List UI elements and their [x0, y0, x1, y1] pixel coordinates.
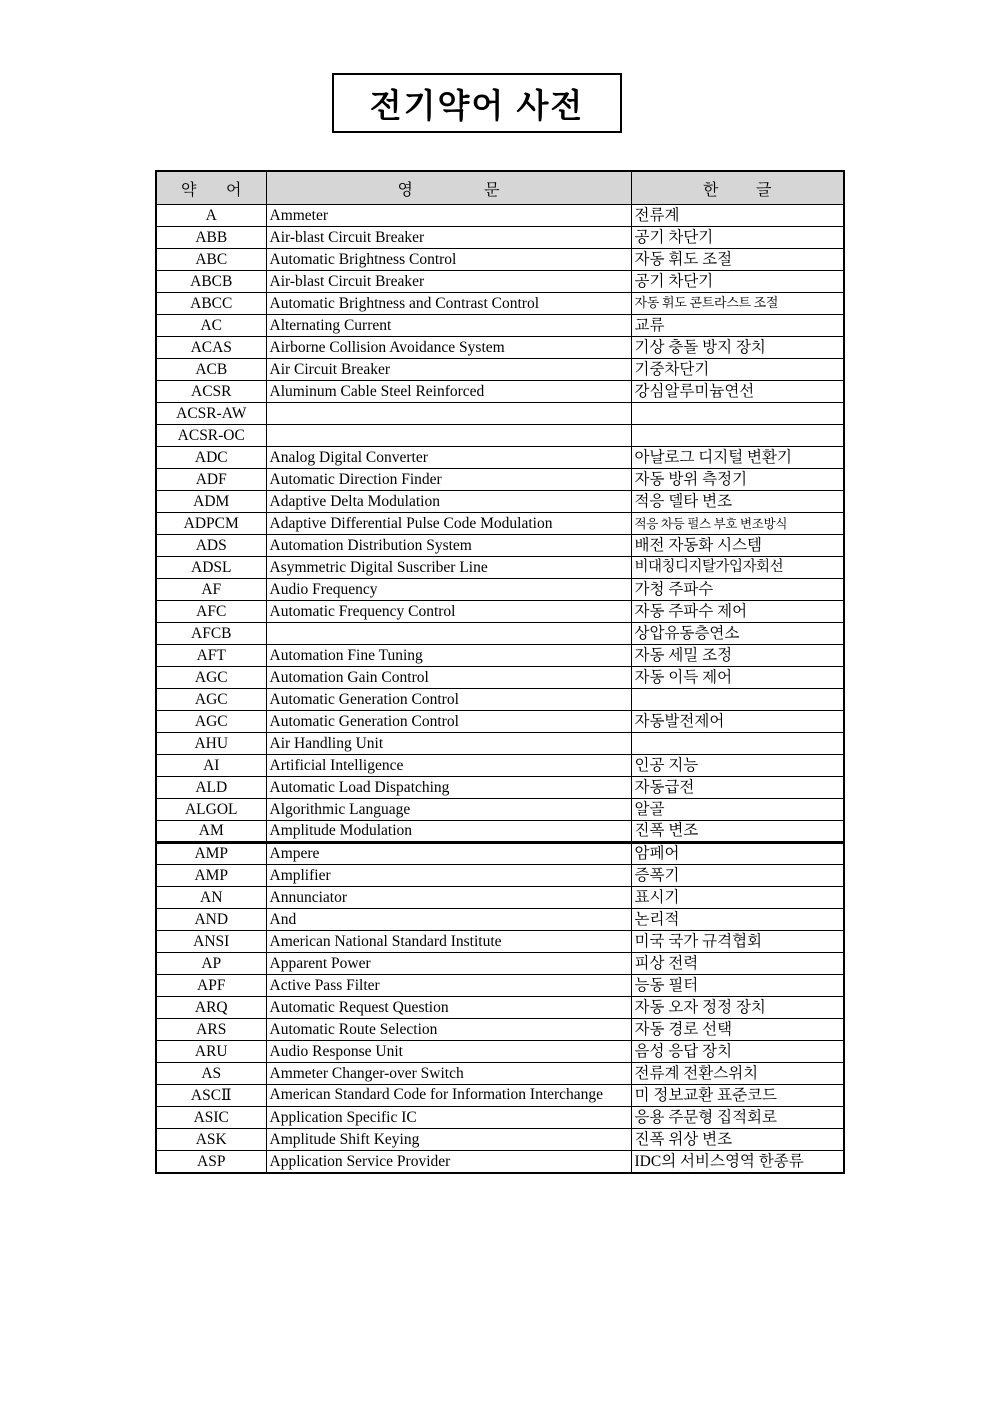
- english-cell: Automation Distribution System: [266, 535, 631, 557]
- english-cell: Application Specific IC: [266, 1107, 631, 1129]
- english-cell: Adaptive Delta Modulation: [266, 491, 631, 513]
- table-row: [156, 689, 844, 711]
- english-cell: Asymmetric Digital Suscriber Line: [266, 557, 631, 579]
- table-row: [156, 931, 844, 953]
- korean-cell: 피상 전력: [631, 953, 844, 975]
- abbreviation-cell: ARQ: [156, 997, 266, 1019]
- table-row: [156, 271, 844, 293]
- abbreviation-cell: AN: [156, 887, 266, 909]
- korean-cell: 적응 차등 펄스 부호 변조방식: [631, 513, 844, 535]
- korean-cell: 자동발전제어: [631, 711, 844, 733]
- abbreviation-cell: AGC: [156, 689, 266, 711]
- table-row: [156, 711, 844, 733]
- korean-cell: 상압유동층연소: [631, 623, 844, 645]
- korean-cell: [631, 689, 844, 711]
- english-cell: Air Circuit Breaker: [266, 359, 631, 381]
- english-cell: Analog Digital Converter: [266, 447, 631, 469]
- table-row: [156, 667, 844, 689]
- table-row: [156, 623, 844, 645]
- korean-cell: 교류: [631, 315, 844, 337]
- korean-cell: 강심알루미늄연선: [631, 381, 844, 403]
- table-row: [156, 1063, 844, 1085]
- abbreviation-cell: ACB: [156, 359, 266, 381]
- abbreviation-cell: ACSR-AW: [156, 403, 266, 425]
- table-row: [156, 843, 844, 865]
- korean-cell: 자동 세밀 조정: [631, 645, 844, 667]
- korean-cell: 알골: [631, 799, 844, 821]
- korean-cell: 응용 주문형 집적회로: [631, 1107, 844, 1129]
- table-row: [156, 447, 844, 469]
- english-cell: Automatic Generation Control: [266, 711, 631, 733]
- korean-cell: 자동급전: [631, 777, 844, 799]
- english-cell: Automatic Direction Finder: [266, 469, 631, 491]
- english-cell: Automation Gain Control: [266, 667, 631, 689]
- korean-cell: 증폭기: [631, 865, 844, 887]
- korean-cell: 전류계: [631, 205, 844, 227]
- table-row: [156, 227, 844, 249]
- abbreviation-cell: AMP: [156, 865, 266, 887]
- table-row: [156, 513, 844, 535]
- english-cell: Ampere: [266, 843, 631, 865]
- table-row: [156, 315, 844, 337]
- table-row: [156, 1019, 844, 1041]
- abbreviation-cell: ACSR: [156, 381, 266, 403]
- korean-cell: [631, 403, 844, 425]
- abbreviation-cell: ACAS: [156, 337, 266, 359]
- english-cell: Automatic Brightness Control: [266, 249, 631, 271]
- abbreviation-cell: AS: [156, 1063, 266, 1085]
- english-cell: Aluminum Cable Steel Reinforced: [266, 381, 631, 403]
- table-row: [156, 887, 844, 909]
- english-cell: And: [266, 909, 631, 931]
- table-body: [156, 205, 844, 1173]
- korean-cell: 자동 오자 정정 장치: [631, 997, 844, 1019]
- korean-cell: 능동 필터: [631, 975, 844, 997]
- korean-cell: 비대칭디지탈가입자회선: [631, 557, 844, 579]
- korean-cell: 자동 휘도 콘트라스트 조절: [631, 293, 844, 315]
- table-row: [156, 381, 844, 403]
- korean-cell: IDC의 서비스영역 한종류: [631, 1151, 844, 1173]
- korean-cell: 배전 자동화 시스템: [631, 535, 844, 557]
- english-cell: Ammeter: [266, 205, 631, 227]
- korean-cell: 미국 국가 규격협회: [631, 931, 844, 953]
- korean-cell: 미 정보교환 표준코드: [631, 1085, 844, 1107]
- table-row: [156, 1151, 844, 1173]
- table-row: [156, 491, 844, 513]
- korean-cell: 적응 델타 변조: [631, 491, 844, 513]
- english-cell: Adaptive Differential Pulse Code Modulation: [266, 513, 631, 535]
- korean-cell: 진폭 변조: [631, 821, 844, 843]
- english-cell: Amplitude Shift Keying: [266, 1129, 631, 1151]
- abbreviation-cell: ADS: [156, 535, 266, 557]
- english-cell: Automatic Load Dispatching: [266, 777, 631, 799]
- abbreviation-cell: ADM: [156, 491, 266, 513]
- english-cell: [266, 403, 631, 425]
- abbreviation-cell: ASCⅡ: [156, 1085, 266, 1107]
- korean-cell: 기상 충돌 방지 장치: [631, 337, 844, 359]
- korean-cell: 진폭 위상 변조: [631, 1129, 844, 1151]
- table-row: [156, 777, 844, 799]
- abbreviation-cell: ASP: [156, 1151, 266, 1173]
- abbreviation-cell: AGC: [156, 667, 266, 689]
- korean-cell: 자동 방위 측정기: [631, 469, 844, 491]
- table-row: [156, 1041, 844, 1063]
- abbreviation-cell: AHU: [156, 733, 266, 755]
- korean-cell: 음성 응답 장치: [631, 1041, 844, 1063]
- abbreviation-cell: ALGOL: [156, 799, 266, 821]
- table-row: [156, 799, 844, 821]
- korean-cell: 자동 경로 선택: [631, 1019, 844, 1041]
- document-title-box: [332, 73, 622, 133]
- english-cell: Automatic Request Question: [266, 997, 631, 1019]
- english-cell: Algorithmic Language: [266, 799, 631, 821]
- abbreviation-table: [155, 170, 845, 1174]
- korean-cell: [631, 733, 844, 755]
- column-header-english: 영 문: [266, 171, 631, 205]
- english-cell: [266, 425, 631, 447]
- abbreviation-cell: ARS: [156, 1019, 266, 1041]
- english-cell: Active Pass Filter: [266, 975, 631, 997]
- korean-cell: 가청 주파수: [631, 579, 844, 601]
- table-row: [156, 1085, 844, 1107]
- abbreviation-cell: AGC: [156, 711, 266, 733]
- table-row: [156, 337, 844, 359]
- korean-cell: 논리적: [631, 909, 844, 931]
- table-row: [156, 865, 844, 887]
- table-row: [156, 733, 844, 755]
- abbreviation-cell: ADF: [156, 469, 266, 491]
- abbreviation-cell: ASIC: [156, 1107, 266, 1129]
- abbreviation-cell: ABC: [156, 249, 266, 271]
- english-cell: American Standard Code for Information Interchange: [266, 1085, 631, 1107]
- english-cell: Air-blast Circuit Breaker: [266, 227, 631, 249]
- korean-cell: 아날로그 디지털 변환기: [631, 447, 844, 469]
- abbreviation-cell: A: [156, 205, 266, 227]
- table-row: [156, 535, 844, 557]
- abbreviation-cell: ABCB: [156, 271, 266, 293]
- table-row: [156, 755, 844, 777]
- english-cell: [266, 623, 631, 645]
- korean-cell: 표시기: [631, 887, 844, 909]
- abbreviation-cell: ANSI: [156, 931, 266, 953]
- table-row: [156, 579, 844, 601]
- table-row: [156, 821, 844, 843]
- abbreviation-cell: AND: [156, 909, 266, 931]
- korean-cell: 공기 차단기: [631, 227, 844, 249]
- column-header-abbreviation: 약 어: [156, 171, 266, 205]
- table-row: [156, 1129, 844, 1151]
- abbreviation-cell: APF: [156, 975, 266, 997]
- english-cell: Automatic Generation Control: [266, 689, 631, 711]
- table-row: [156, 293, 844, 315]
- english-cell: Apparent Power: [266, 953, 631, 975]
- english-cell: Artificial Intelligence: [266, 755, 631, 777]
- table-row: [156, 469, 844, 491]
- table-row: [156, 997, 844, 1019]
- abbreviation-cell: ARU: [156, 1041, 266, 1063]
- korean-cell: [631, 425, 844, 447]
- abbreviation-cell: ASK: [156, 1129, 266, 1151]
- english-cell: Ammeter Changer-over Switch: [266, 1063, 631, 1085]
- abbreviation-cell: ADPCM: [156, 513, 266, 535]
- abbreviation-cell: ACSR-OC: [156, 425, 266, 447]
- abbreviation-cell: ADSL: [156, 557, 266, 579]
- english-cell: American National Standard Institute: [266, 931, 631, 953]
- abbreviation-cell: AFCB: [156, 623, 266, 645]
- abbreviation-cell: AF: [156, 579, 266, 601]
- abbreviation-cell: AC: [156, 315, 266, 337]
- english-cell: Automation Fine Tuning: [266, 645, 631, 667]
- english-cell: Annunciator: [266, 887, 631, 909]
- table-row: [156, 359, 844, 381]
- abbreviation-cell: ABB: [156, 227, 266, 249]
- korean-cell: 기중차단기: [631, 359, 844, 381]
- table-row: [156, 645, 844, 667]
- english-cell: Automatic Brightness and Contrast Control: [266, 293, 631, 315]
- korean-cell: 자동 이득 제어: [631, 667, 844, 689]
- table-row: [156, 557, 844, 579]
- english-cell: Air Handling Unit: [266, 733, 631, 755]
- english-cell: Airborne Collision Avoidance System: [266, 337, 631, 359]
- header-row: [156, 171, 844, 205]
- korean-cell: 공기 차단기: [631, 271, 844, 293]
- abbreviation-cell: AP: [156, 953, 266, 975]
- english-cell: Amplifier: [266, 865, 631, 887]
- english-cell: Automatic Route Selection: [266, 1019, 631, 1041]
- table-row: [156, 975, 844, 997]
- korean-cell: 인공 지능: [631, 755, 844, 777]
- page-title: 전기약어 사전: [369, 86, 585, 124]
- column-header-korean: 한 글: [631, 171, 844, 205]
- table-row: [156, 425, 844, 447]
- abbreviation-cell: ALD: [156, 777, 266, 799]
- table-row: [156, 909, 844, 931]
- abbreviation-cell: AI: [156, 755, 266, 777]
- korean-cell: 자동 주파수 제어: [631, 601, 844, 623]
- english-cell: Application Service Provider: [266, 1151, 631, 1173]
- abbreviation-cell: ADC: [156, 447, 266, 469]
- english-cell: Automatic Frequency Control: [266, 601, 631, 623]
- table-row: [156, 601, 844, 623]
- korean-cell: 암페어: [631, 843, 844, 865]
- english-cell: Alternating Current: [266, 315, 631, 337]
- table-row: [156, 403, 844, 425]
- english-cell: Air-blast Circuit Breaker: [266, 271, 631, 293]
- english-cell: Audio Frequency: [266, 579, 631, 601]
- english-cell: Amplitude Modulation: [266, 821, 631, 843]
- abbreviation-cell: AFT: [156, 645, 266, 667]
- korean-cell: 전류계 전환스위치: [631, 1063, 844, 1085]
- abbreviation-cell: AFC: [156, 601, 266, 623]
- korean-cell: 자동 휘도 조절: [631, 249, 844, 271]
- abbreviation-cell: ABCC: [156, 293, 266, 315]
- table-row: [156, 249, 844, 271]
- table-row: [156, 205, 844, 227]
- table-header: [156, 171, 844, 205]
- table-row: [156, 1107, 844, 1129]
- table-row: [156, 953, 844, 975]
- abbreviation-cell: AM: [156, 821, 266, 843]
- abbreviation-cell: AMP: [156, 843, 266, 865]
- english-cell: Audio Response Unit: [266, 1041, 631, 1063]
